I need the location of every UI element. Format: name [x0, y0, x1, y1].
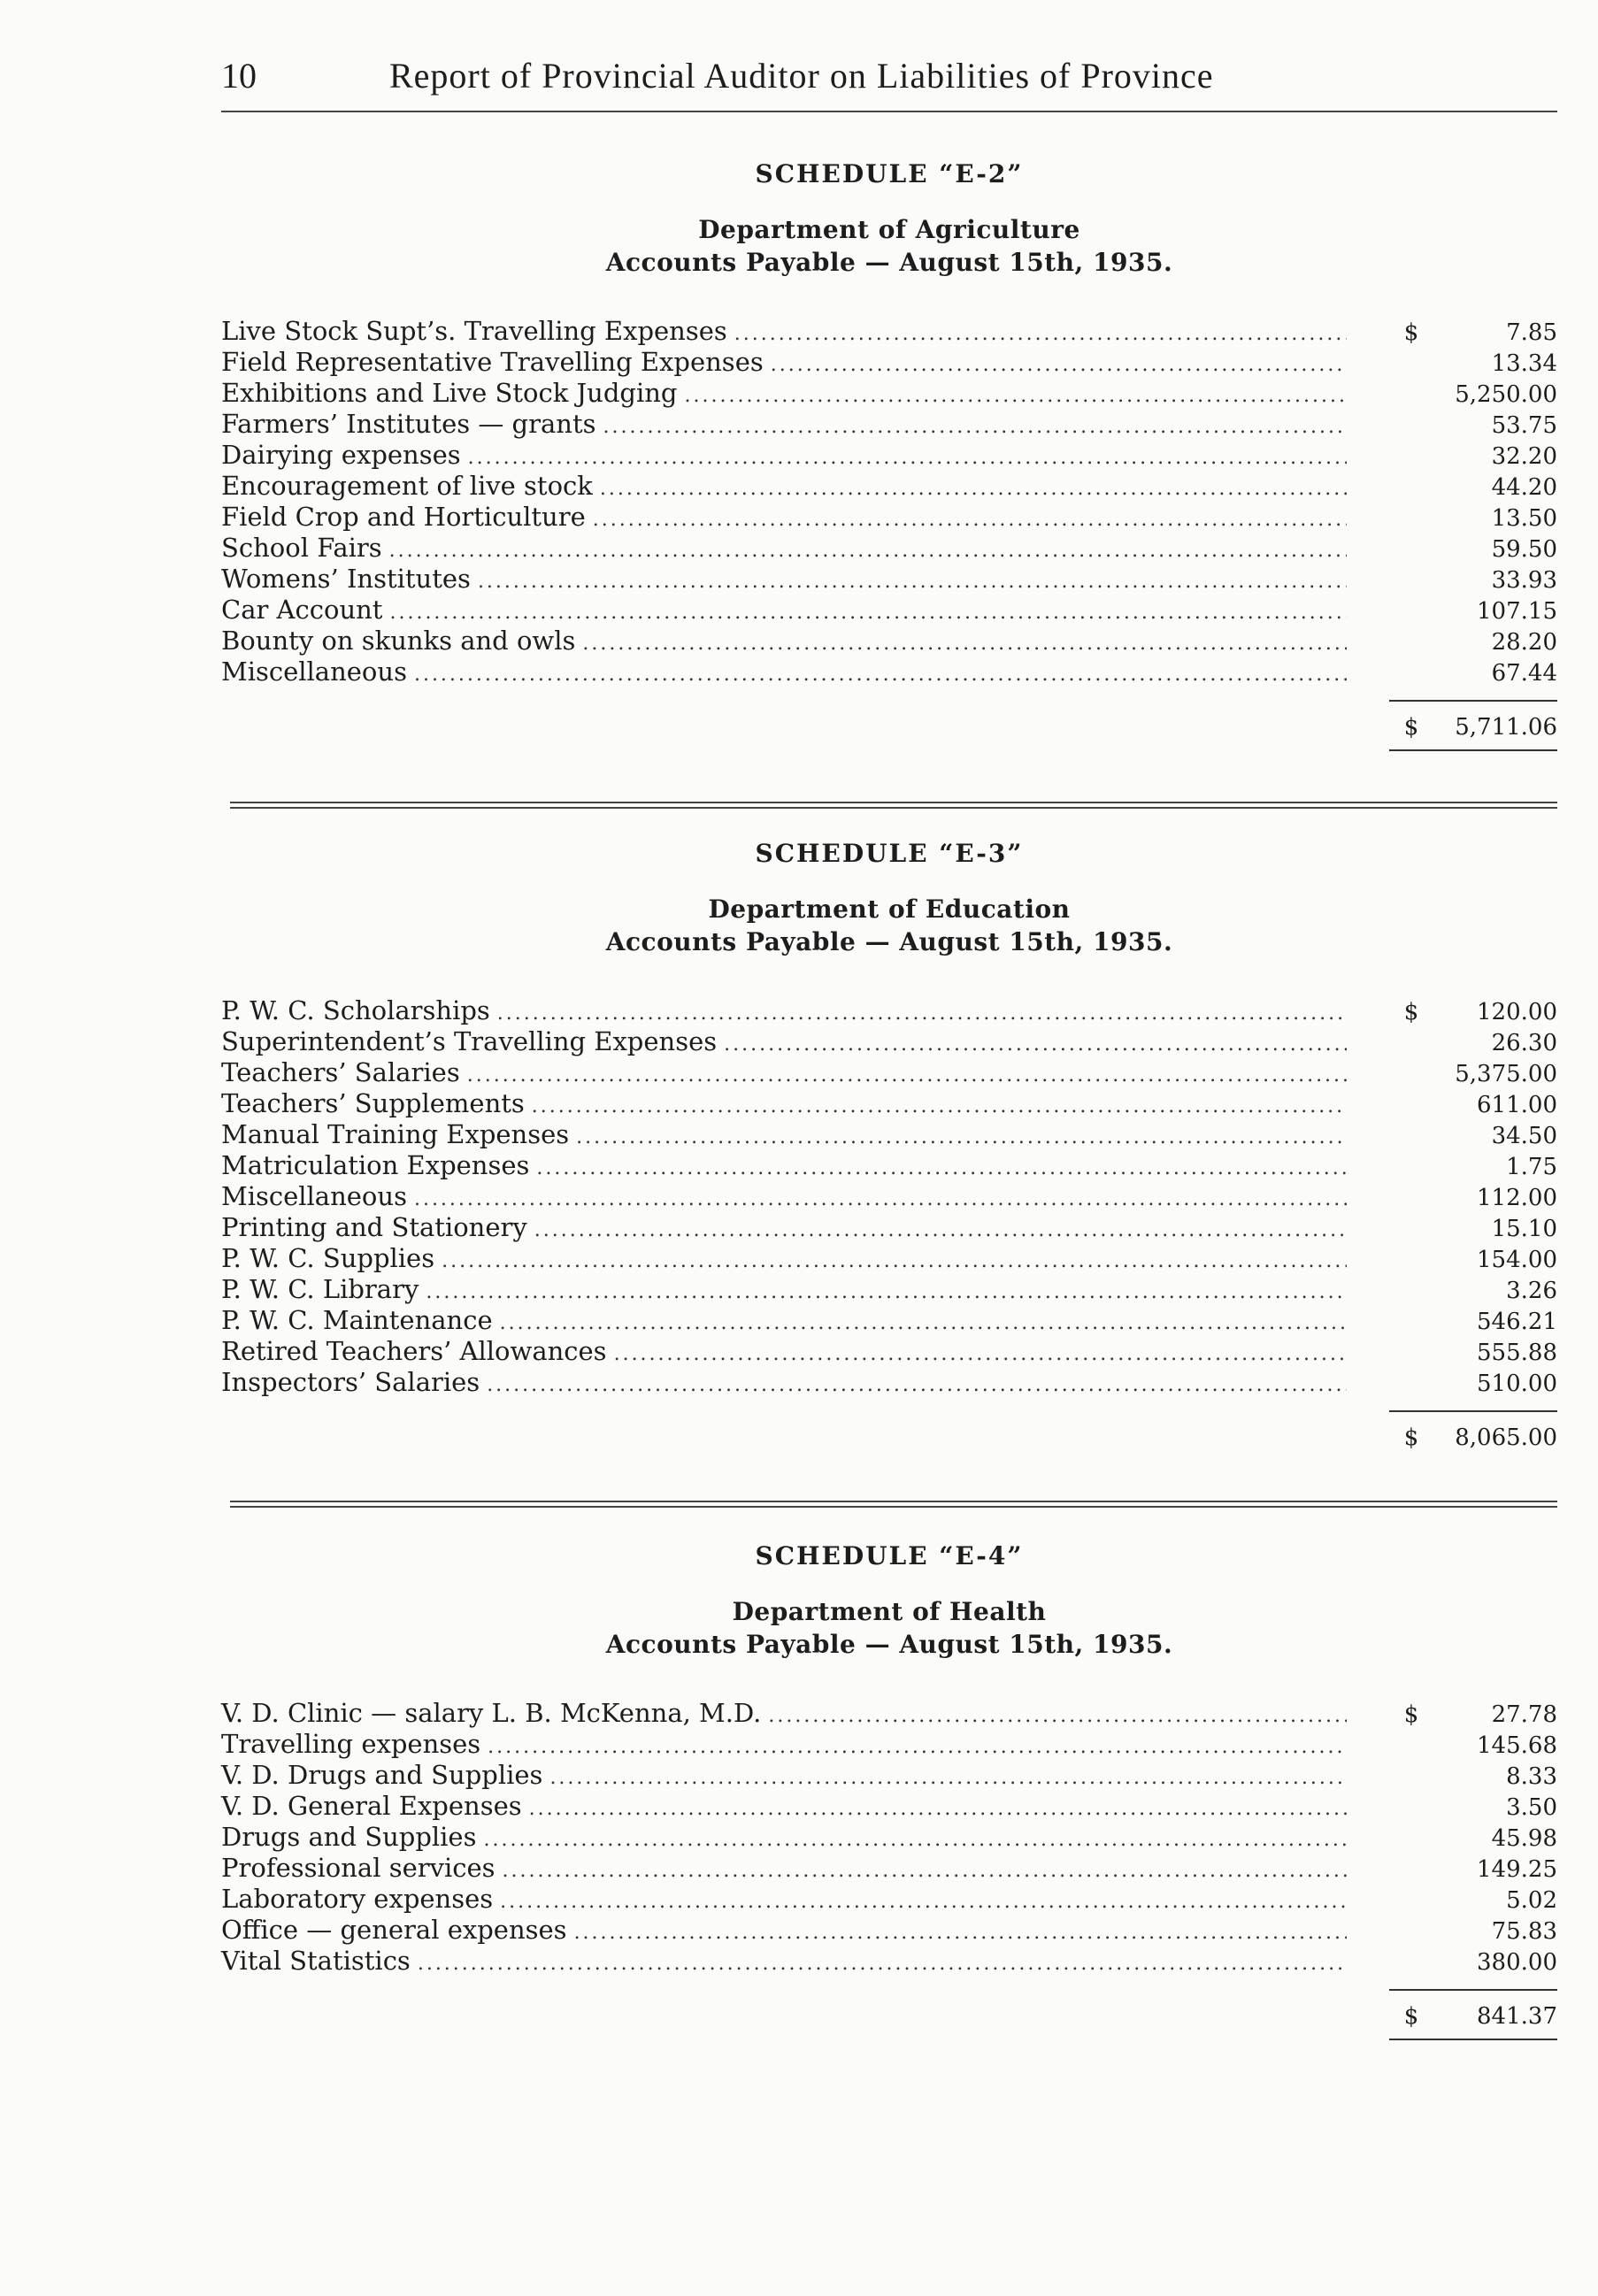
- line-item-row: [221, 1760, 1557, 1791]
- line-item-amount: 15.10: [1491, 1216, 1557, 1242]
- line-item-row: [221, 1915, 1557, 1946]
- line-item-amount: 1.75: [1506, 1154, 1557, 1180]
- line-items: [221, 1698, 1557, 1977]
- header-rule: [221, 111, 1557, 112]
- total-amount: 5,711.06: [1455, 714, 1557, 741]
- line-item-amount: 611.00: [1477, 1092, 1557, 1118]
- dot-leader: [468, 447, 1347, 469]
- line-item-row: [221, 1853, 1557, 1884]
- dot-leader: [549, 1767, 1347, 1789]
- line-item-amount: 3.50: [1506, 1794, 1557, 1821]
- line-item-row: [221, 1946, 1557, 1977]
- line-item-label: Miscellaneous: [221, 1181, 407, 1211]
- line-item-label: P. W. C. Maintenance: [221, 1305, 493, 1335]
- line-item-label: Printing and Stationery: [221, 1212, 527, 1242]
- dot-leader: [768, 1705, 1347, 1727]
- line-item-amount: 32.20: [1491, 443, 1557, 470]
- total-section: [221, 1398, 1557, 1460]
- line-item-label: Dairying expenses: [221, 440, 461, 470]
- line-item-row: [221, 1305, 1557, 1336]
- dot-leader: [593, 509, 1347, 531]
- line-item-label: Retired Teachers’ Allowances: [221, 1336, 607, 1366]
- line-item-row: [221, 564, 1557, 595]
- line-item-amount: 145.68: [1477, 1732, 1557, 1759]
- line-item-label: School Fairs: [221, 533, 382, 563]
- line-item-amount: 5,250.00: [1455, 381, 1557, 408]
- line-item-amount: 34.50: [1491, 1123, 1557, 1149]
- line-item-amount: 13.50: [1491, 505, 1557, 532]
- dot-leader: [600, 478, 1347, 500]
- line-item-label: Inspectors’ Salaries: [221, 1367, 480, 1397]
- total-row: [1389, 702, 1557, 749]
- dot-leader: [614, 1343, 1347, 1365]
- currency-sign: $: [1403, 319, 1419, 346]
- total-row: [1389, 1412, 1557, 1460]
- line-item-row: [221, 378, 1557, 409]
- line-item-label: Teachers’ Supplements: [221, 1088, 525, 1118]
- line-item-label: Live Stock Supt’s. Travelling Expenses: [221, 316, 727, 346]
- line-item-label: V. D. Drugs and Supplies: [221, 1760, 543, 1790]
- dot-leader: [529, 1798, 1347, 1820]
- accounts-subtitle: Accounts Payable — August 15th, 1935.: [605, 927, 1173, 956]
- line-item-row: [221, 1057, 1557, 1088]
- dot-leader: [500, 1891, 1347, 1913]
- line-item-amount: 45.98: [1491, 1825, 1557, 1852]
- line-item-label: Teachers’ Salaries: [221, 1057, 460, 1087]
- line-item-amount: 555.88: [1477, 1340, 1557, 1366]
- line-item-amount: 107.15: [1477, 598, 1557, 625]
- line-item-label: Office — general expenses: [221, 1915, 567, 1945]
- dot-leader: [532, 1095, 1347, 1117]
- line-item-amount: 44.20: [1491, 474, 1557, 501]
- schedule-title: SCHEDULE “E-2”: [755, 159, 1024, 188]
- dot-leader: [771, 354, 1347, 376]
- line-item-row: [221, 533, 1557, 564]
- line-item-amount: 67.44: [1491, 660, 1557, 687]
- line-item-row: [221, 1367, 1557, 1398]
- line-item-row: [221, 316, 1557, 347]
- line-item-label: Farmers’ Institutes — grants: [221, 409, 596, 439]
- line-items: [221, 316, 1557, 687]
- dot-leader: [685, 385, 1348, 407]
- dot-leader: [497, 1002, 1347, 1025]
- line-item-amount: 28.20: [1491, 629, 1557, 656]
- line-item-amount: 33.93: [1491, 567, 1557, 594]
- line-item-amount: 380.00: [1477, 1949, 1557, 1976]
- line-item-amount: 149.25: [1477, 1856, 1557, 1883]
- line-item-label: Drugs and Supplies: [221, 1822, 477, 1852]
- dot-leader: [418, 1953, 1347, 1975]
- total-section: [221, 1977, 1557, 2040]
- line-item-label: P. W. C. Library: [221, 1274, 419, 1304]
- line-item-label: V. D. General Expenses: [221, 1791, 522, 1821]
- dot-leader: [576, 1126, 1347, 1148]
- total-row: [1389, 1991, 1557, 2039]
- line-item-row: [221, 1150, 1557, 1181]
- dot-leader: [500, 1312, 1347, 1334]
- line-item-label: Exhibitions and Live Stock Judging: [221, 378, 678, 408]
- line-item-row: [221, 1274, 1557, 1305]
- dot-leader: [603, 416, 1348, 438]
- line-item-row: [221, 1119, 1557, 1150]
- total-amount: 8,065.00: [1455, 1424, 1557, 1451]
- line-item-label: Field Representative Travelling Expenses: [221, 347, 764, 377]
- department-name: Department of Education: [708, 895, 1071, 924]
- line-item-amount: 8.33: [1506, 1763, 1557, 1790]
- dot-leader: [487, 1374, 1347, 1396]
- line-item-row: [221, 1088, 1557, 1119]
- line-item-label: Professional services: [221, 1853, 496, 1883]
- line-item-label: P. W. C. Supplies: [221, 1243, 435, 1273]
- dot-leader: [414, 664, 1347, 686]
- dot-leader: [483, 1829, 1347, 1851]
- line-item-row: [221, 471, 1557, 502]
- dot-leader: [442, 1250, 1347, 1272]
- line-item-label: Miscellaneous: [221, 657, 407, 687]
- schedule-e3: [221, 839, 1557, 1460]
- schedule-title: SCHEDULE “E-4”: [755, 1541, 1024, 1570]
- dot-leader: [582, 633, 1347, 655]
- line-item-amount: 3.26: [1506, 1278, 1557, 1304]
- line-item-row: [221, 1822, 1557, 1853]
- line-item-row: [221, 1212, 1557, 1243]
- line-item-amount: 53.75: [1491, 412, 1557, 439]
- accounts-subtitle: Accounts Payable — August 15th, 1935.: [605, 1630, 1173, 1659]
- line-item-label: Car Account: [221, 595, 383, 625]
- line-item-row: [221, 657, 1557, 687]
- line-item-label: Field Crop and Horticulture: [221, 502, 586, 532]
- dot-leader: [414, 1188, 1347, 1210]
- line-item-label: Womens’ Institutes: [221, 564, 471, 594]
- schedule-separator: [230, 1501, 1557, 1508]
- currency-sign: $: [1403, 2003, 1419, 2030]
- dot-leader: [488, 1736, 1347, 1758]
- line-item-row: [221, 1181, 1557, 1212]
- dot-leader: [734, 323, 1347, 345]
- line-item-row: [221, 347, 1557, 378]
- currency-sign: $: [1403, 1701, 1419, 1728]
- line-item-label: Superintendent’s Travelling Expenses: [221, 1026, 718, 1056]
- line-item-amount: 5.02: [1506, 1887, 1557, 1914]
- dot-leader: [536, 1157, 1347, 1179]
- line-item-row: [221, 502, 1557, 533]
- line-item-label: Matriculation Expenses: [221, 1150, 530, 1180]
- currency-sign: $: [1403, 714, 1419, 741]
- dot-leader: [478, 571, 1347, 593]
- dot-leader: [467, 1064, 1347, 1087]
- total-amount: 841.37: [1477, 2003, 1557, 2030]
- dot-leader: [426, 1281, 1347, 1303]
- line-item-label: Encouragement of live stock: [221, 471, 593, 501]
- line-item-row: [221, 1729, 1557, 1760]
- line-item-row: [221, 595, 1557, 626]
- line-item-row: [221, 1791, 1557, 1822]
- total-rule-bottom: [1389, 749, 1557, 751]
- line-item-amount: 546.21: [1477, 1309, 1557, 1335]
- currency-sign: $: [1403, 999, 1419, 1025]
- line-item-row: [221, 1698, 1557, 1729]
- line-item-amount: 13.34: [1491, 350, 1557, 377]
- line-item-amount: 510.00: [1477, 1371, 1557, 1397]
- line-item-label: Travelling expenses: [221, 1729, 481, 1759]
- line-item-row: [221, 409, 1557, 440]
- dot-leader: [534, 1219, 1347, 1241]
- line-items: [221, 995, 1557, 1398]
- line-item-row: [221, 1243, 1557, 1274]
- report-title: Report of Provincial Auditor on Liabilities of Province: [389, 56, 1214, 96]
- schedule-title: SCHEDULE “E-3”: [755, 839, 1024, 868]
- line-item-amount: 7.85: [1506, 319, 1557, 346]
- line-item-amount: 26.30: [1491, 1030, 1557, 1056]
- line-item-label: P. W. C. Scholarships: [221, 995, 490, 1025]
- currency-sign: $: [1403, 1424, 1419, 1451]
- line-item-amount: 75.83: [1491, 1918, 1557, 1945]
- line-item-label: Manual Training Expenses: [221, 1119, 570, 1149]
- dot-leader: [574, 1922, 1347, 1944]
- line-item-amount: 120.00: [1477, 999, 1557, 1025]
- schedule-e2: [221, 159, 1557, 751]
- line-item-row: [221, 440, 1557, 471]
- line-item-amount: 112.00: [1477, 1185, 1557, 1211]
- line-item-label: Bounty on skunks and owls: [221, 626, 576, 656]
- dot-leader: [724, 1033, 1347, 1056]
- line-item-row: [221, 1026, 1557, 1057]
- accounts-subtitle: Accounts Payable — August 15th, 1935.: [605, 248, 1173, 277]
- line-item-amount: 59.50: [1491, 536, 1557, 563]
- page-number: 10: [221, 56, 257, 96]
- schedule-separator: [230, 802, 1557, 809]
- total-section: [221, 687, 1557, 751]
- line-item-amount: 154.00: [1477, 1247, 1557, 1273]
- line-item-amount: 5,375.00: [1455, 1061, 1557, 1087]
- total-rule-bottom: [1389, 2039, 1557, 2040]
- schedule-e4: [221, 1541, 1557, 2040]
- line-item-row: [221, 626, 1557, 657]
- department-name: Department of Health: [732, 1597, 1047, 1626]
- line-item-row: [221, 995, 1557, 1026]
- line-item-label: V. D. Clinic — salary L. B. McKenna, M.D.: [221, 1698, 762, 1728]
- line-item-label: Laboratory expenses: [221, 1884, 494, 1914]
- department-name: Department of Agriculture: [698, 215, 1080, 244]
- dot-leader: [389, 602, 1347, 624]
- line-item-row: [221, 1884, 1557, 1915]
- line-item-label: Vital Statistics: [221, 1946, 411, 1976]
- line-item-amount: 27.78: [1491, 1701, 1557, 1728]
- line-item-row: [221, 1336, 1557, 1367]
- dot-leader: [503, 1860, 1347, 1882]
- dot-leader: [389, 540, 1347, 562]
